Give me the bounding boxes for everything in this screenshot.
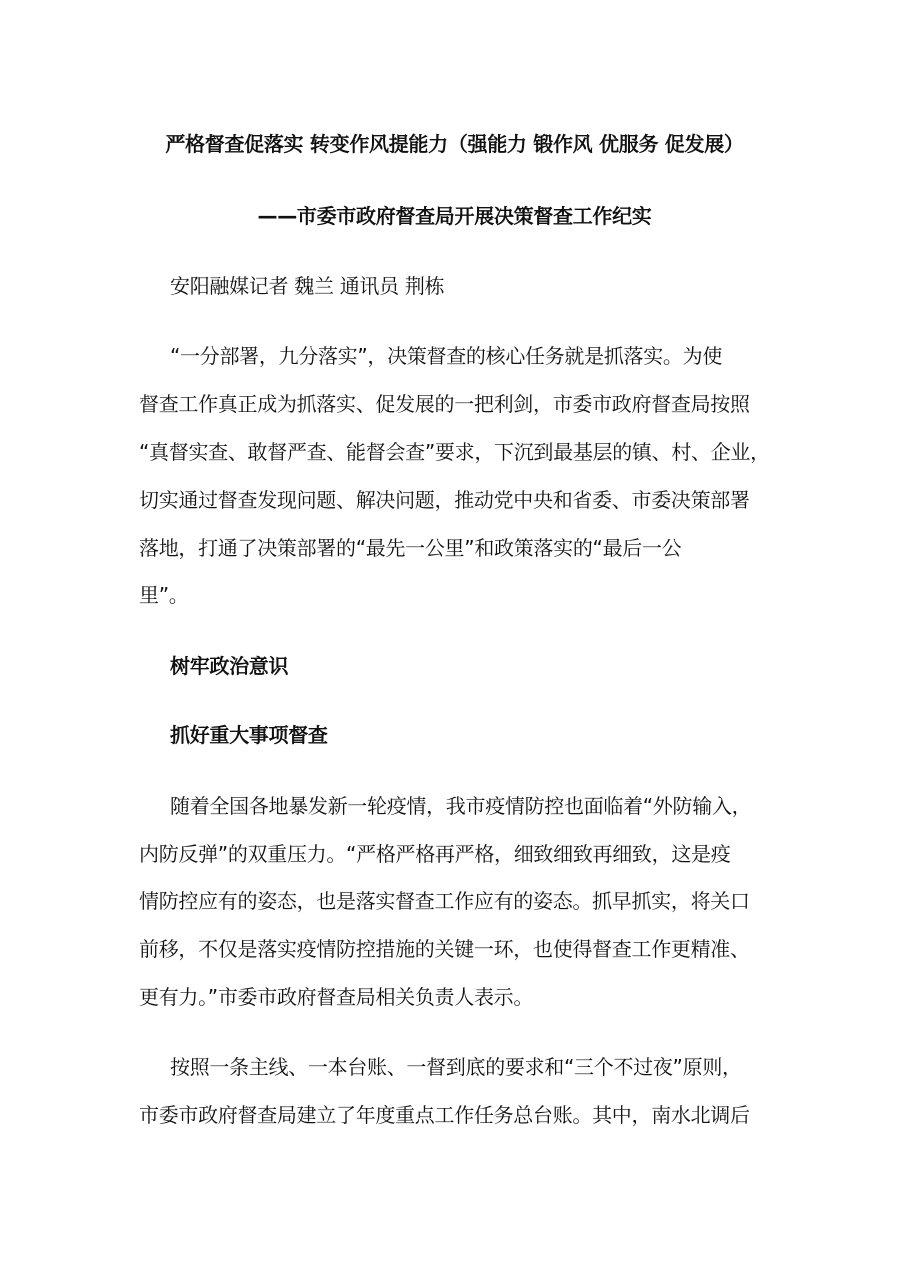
paragraph-2-line: 情防控应有的姿态，也是落实督查工作应有的姿态。抓早抓实，将关口 [139,889,750,913]
article-title: 严格督查促落实 转变作风提能力（强能力 锻作风 优服务 促发展） [165,132,744,156]
paragraph-3-line: 按照一条主线、一本台账、一督到底的要求和“三个不过夜”原则， [170,1055,742,1079]
article-subtitle: ——市委市政府督查局开展决策督查工作纪实 [257,204,652,228]
paragraph-1-line: 督查工作真正成为抓落实、促发展的一把利剑，市委市政府督查局按照 [139,392,750,416]
paragraph-3-line: 市委市政府督查局建立了年度重点工作任务总台账。其中，南水北调后 [139,1103,750,1127]
paragraph-2-line: 前移，不仅是落实疫情防控措施的关键一环，也使得督查工作更精准、 [139,937,750,961]
byline: 安阳融媒记者 魏兰 通讯员 荆栋 [170,274,445,298]
paragraph-1-line: “真督实查、敢督严查、能督会查”要求，下沉到最基层的镇、村、企业， [139,440,770,464]
paragraph-2-line: 随着全国各地暴发新一轮疫情，我市疫情防控也面临着“外防输入， [170,794,752,818]
paragraph-2-line: 更有力。”市委市政府督查局相关负责人表示。 [139,985,534,1009]
section-heading: 树牢政治意识 [170,654,289,678]
paragraph-1-line: 落地，打通了决策部署的“最先一公里”和政策落实的“最后一公 [139,536,682,560]
paragraph-1-line: 切实通过督查发现问题、解决问题，推动党中央和省委、市委决策部署 [139,488,750,512]
paragraph-2-line: 内防反弹”的双重压力。“严格严格再严格，细致细致再细致，这是疫 [139,842,731,866]
section-heading: 抓好重大事项督查 [170,723,328,747]
paragraph-1-line: 里”。 [139,583,189,607]
paragraph-1-line: “一分部署，九分落实”，决策督查的核心任务就是抓落实。为使 [170,344,723,368]
